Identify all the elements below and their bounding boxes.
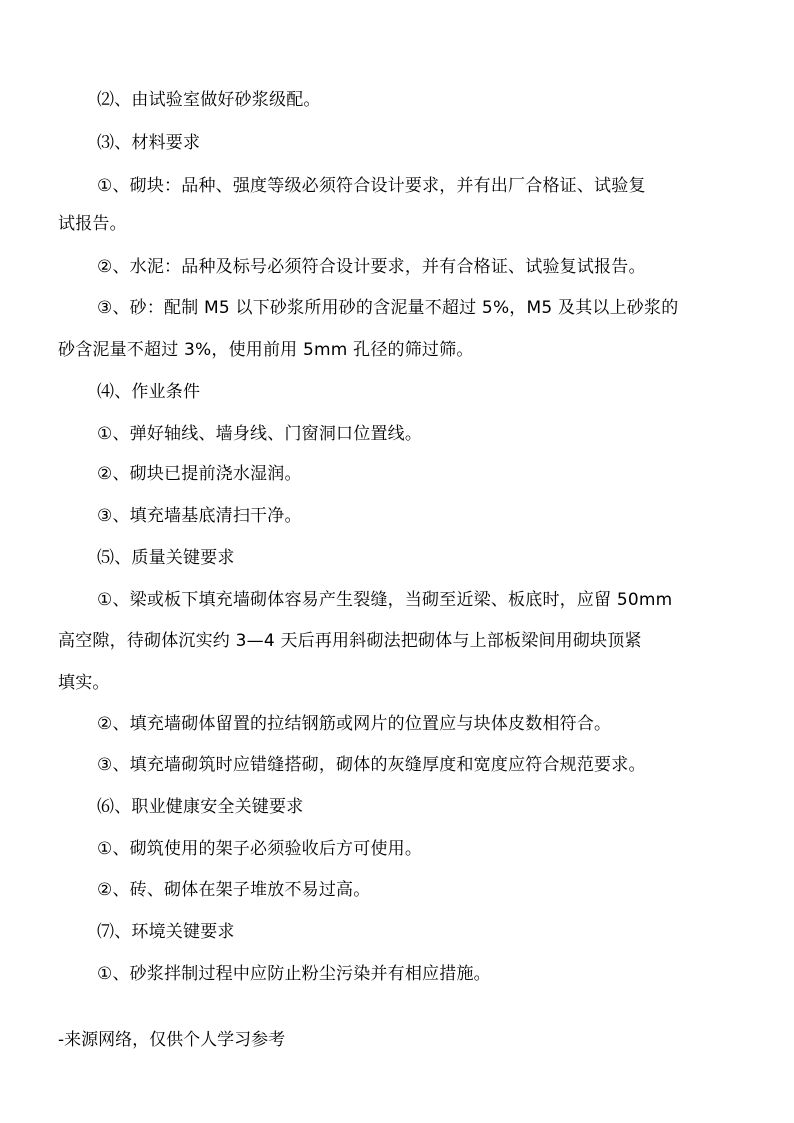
section-heading-materials: ⑶、材料要求 [97,133,201,153]
section-heading-conditions: ⑷、作业条件 [97,382,201,402]
paragraph-line: 填实。 [58,673,110,693]
paragraph-line: ①、砌筑使用的架子必须验收后方可使用。 [97,839,423,859]
paragraph-line: ①、砌块：品种、强度等级必须符合设计要求，并有出厂合格证、试验复 [97,176,646,196]
paragraph-line: ②、砌块已提前浇水湿润。 [97,464,302,484]
source-footer-note: -来源网络，仅供个人学习参考 [58,1030,286,1050]
paragraph-line: 试报告。 [58,214,127,234]
paragraph-line: 高空隙，待砌体沉实约 3—4 天后再用斜砌法把砌体与上部板梁间用砌块顶紧 [58,631,642,651]
paragraph-line: ①、梁或板下填充墙砌体容易产生裂缝，当砌至近梁、板底时，应留 50mm [97,590,673,610]
section-heading-safety: ⑹、职业健康安全关键要求 [97,797,304,817]
paragraph-line: ③、填充墙砌筑时应错缝搭砌，砌体的灰缝厚度和宽度应符合规范要求。 [97,755,646,775]
paragraph-line: ②、砖、砌体在架子堆放不易过高。 [97,880,371,900]
paragraph-line: ②、水泥：品种及标号必须符合设计要求，并有合格证、试验复试报告。 [97,257,646,277]
section-heading-quality: ⑸、质量关键要求 [97,548,235,568]
paragraph-line: ③、砂：配制 M5 以下砂浆所用砂的含泥量不超过 5%，M5 及其以上砂浆的 [97,298,679,318]
paragraph-line: ①、弹好轴线、墙身线、门窗洞口位置线。 [97,424,423,444]
section-heading-environment: ⑺、环境关键要求 [97,922,235,942]
paragraph-line: ③、填充墙基底清扫干净。 [97,506,302,526]
paragraph-line: ⑵、由试验室做好砂浆级配。 [97,90,321,110]
paragraph-line: ①、砂浆拌制过程中应防止粉尘污染并有相应措施。 [97,964,491,984]
paragraph-line: ②、填充墙砌体留置的拉结钢筋或网片的位置应与块体皮数相符合。 [97,714,612,734]
paragraph-line: 砂含泥量不超过 3%，使用前用 5mm 孔径的筛过筛。 [58,340,474,360]
